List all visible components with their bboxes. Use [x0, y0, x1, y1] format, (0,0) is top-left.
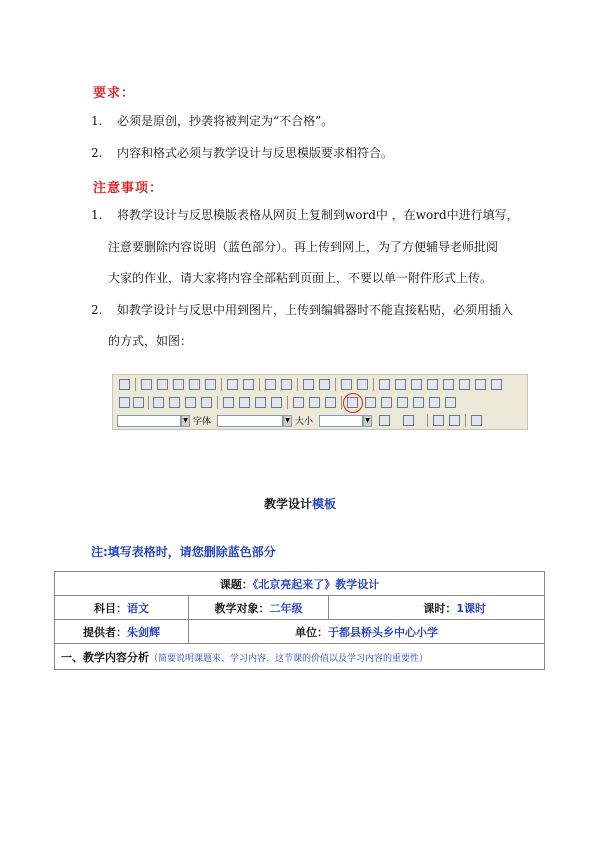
note-item-1-line-3: 大家的作业，请大家将内容全部粘到页面上，不要以单一附件形式上传。 — [108, 271, 493, 285]
font-label: 字体 — [193, 417, 212, 427]
target-value: 二年级 — [269, 601, 303, 615]
subject-label: 科目： — [94, 601, 127, 615]
hours-cell — [329, 596, 545, 620]
button-field-icon — [475, 379, 486, 390]
paste-icon — [173, 379, 184, 390]
size-label: 大小 — [295, 417, 314, 427]
separator — [221, 378, 222, 391]
hidden-field-icon — [491, 379, 502, 390]
unit-label: 单位： — [295, 625, 328, 639]
provider-cell — [55, 620, 189, 644]
separator — [341, 396, 342, 409]
paste-text-icon — [189, 379, 200, 390]
smiley-icon — [413, 397, 424, 408]
table-row — [55, 572, 545, 596]
target-label: 教学对象： — [214, 601, 270, 615]
lesson-label: 课题： — [219, 577, 253, 591]
note-text: 如教学设计与反思中用到图片，上传到编辑器时不能直接粘贴，必须用插入 — [117, 303, 514, 317]
ordered-list-icon — [119, 397, 130, 408]
separator — [148, 396, 149, 409]
justify-icon — [271, 397, 282, 408]
unit-value: 于都县桥头乡中心小学 — [328, 625, 438, 639]
link-icon — [293, 397, 304, 408]
requirement-item-2 — [91, 145, 393, 161]
requirement-text: 内容和格式必须与教学设计与反思模版要求相符合。 — [117, 146, 394, 160]
indent-icon — [169, 397, 180, 408]
select-field-icon — [459, 379, 470, 390]
bg-color-icon — [403, 415, 414, 426]
radio-icon — [411, 379, 422, 390]
separator — [259, 378, 260, 391]
style-select — [117, 415, 181, 427]
separator — [217, 396, 218, 409]
section1-desc: （简要说明课题来、学习内容、这节课的价值以及学习内容的重要性） — [149, 653, 429, 664]
provider-value: 朱剑辉 — [127, 625, 160, 639]
subject-value: 语文 — [127, 601, 149, 615]
toolbar-row-2 — [113, 395, 527, 411]
font-select — [217, 415, 283, 427]
target-cell — [189, 596, 329, 620]
separator — [335, 378, 336, 391]
align-right-icon — [255, 397, 266, 408]
requirements-title: 要求： — [93, 86, 136, 101]
flash-icon — [365, 397, 376, 408]
toolbar-row-3 — [113, 413, 527, 429]
editor-toolbar-image — [112, 374, 528, 430]
undo-icon — [265, 379, 276, 390]
subject-cell — [55, 596, 189, 620]
replace-icon — [319, 379, 330, 390]
separator — [297, 378, 298, 391]
unlink-icon — [309, 397, 320, 408]
note-item-2-line-2: 的方式，如图： — [108, 334, 193, 348]
note-num: 2. — [91, 303, 103, 317]
chevron-down-icon: ▼ — [181, 415, 190, 427]
horizontal-rule-icon — [397, 397, 408, 408]
align-left-icon — [223, 397, 234, 408]
unordered-list-icon — [133, 397, 144, 408]
text-color-icon — [379, 415, 390, 426]
provider-label: 提供者： — [83, 625, 127, 639]
hours-value: 1课时 — [456, 601, 486, 615]
requirement-num: 2. — [91, 146, 103, 160]
toolbar-row-1 — [113, 377, 527, 393]
separator — [135, 378, 136, 391]
chevron-down-icon: ▼ — [283, 415, 292, 427]
about-icon — [471, 415, 482, 426]
unit-cell — [189, 620, 545, 644]
remove-format-icon — [357, 379, 368, 390]
textfield-icon — [427, 379, 438, 390]
spellcheck-icon — [243, 379, 254, 390]
hours-label: 课时： — [423, 601, 457, 615]
template-heading — [0, 495, 600, 512]
blockquote-icon — [185, 397, 196, 408]
section1-cell — [55, 644, 545, 670]
requirement-text: 必须是原创，抄袭将被判定为“不合格”。 — [117, 114, 334, 128]
source-icon — [119, 379, 130, 390]
note-text: 将教学设计与反思模版表格从网页上复制到word中 ，在word中进行填写， — [117, 208, 519, 222]
note-item-1-line-2: 注意要删除内容说明（蓝色部分）。再上传到网上，为了方便辅导老师批阅 — [108, 240, 499, 254]
template-table — [54, 571, 545, 670]
notes-title: 注意事项： — [93, 181, 164, 196]
div-icon — [201, 397, 212, 408]
select-all-icon — [341, 379, 352, 390]
chevron-down-icon: ▼ — [363, 415, 372, 427]
show-blocks-icon — [449, 415, 460, 426]
requirement-item-1 — [91, 113, 333, 129]
print-icon — [227, 379, 238, 390]
special-char-icon — [429, 397, 440, 408]
table-row — [55, 620, 545, 644]
checkbox-icon — [395, 379, 406, 390]
form-icon — [379, 379, 390, 390]
separator — [373, 378, 374, 391]
page-break-icon — [445, 397, 456, 408]
note-item-1-line-1 — [91, 207, 519, 223]
separator — [465, 414, 466, 427]
template-note: 注:填写表格时，请您删除蓝色部分 — [91, 545, 276, 559]
highlight-circle — [343, 393, 363, 413]
table-icon — [381, 397, 392, 408]
size-select — [319, 415, 363, 427]
note-num: 1. — [91, 208, 103, 222]
cut-icon — [141, 379, 152, 390]
lesson-cell — [55, 572, 545, 596]
align-center-icon — [239, 397, 250, 408]
redo-icon — [281, 379, 292, 390]
copy-icon — [157, 379, 168, 390]
outdent-icon — [153, 397, 164, 408]
requirement-num: 1. — [91, 114, 103, 128]
lesson-value: 《北京亮起来了》教学设计 — [252, 577, 380, 591]
template-heading-black: 教学设计 — [263, 497, 312, 511]
table-row — [55, 596, 545, 620]
find-icon — [303, 379, 314, 390]
section1-title: 一、教学内容分析 — [61, 650, 149, 664]
paste-word-icon — [205, 379, 216, 390]
textarea-icon — [443, 379, 454, 390]
maximize-icon — [433, 415, 444, 426]
separator — [427, 414, 428, 427]
table-row — [55, 644, 545, 670]
anchor-icon — [325, 397, 336, 408]
note-item-2-line-1 — [91, 302, 513, 318]
template-heading-blue: 模板 — [312, 497, 337, 511]
separator — [287, 396, 288, 409]
